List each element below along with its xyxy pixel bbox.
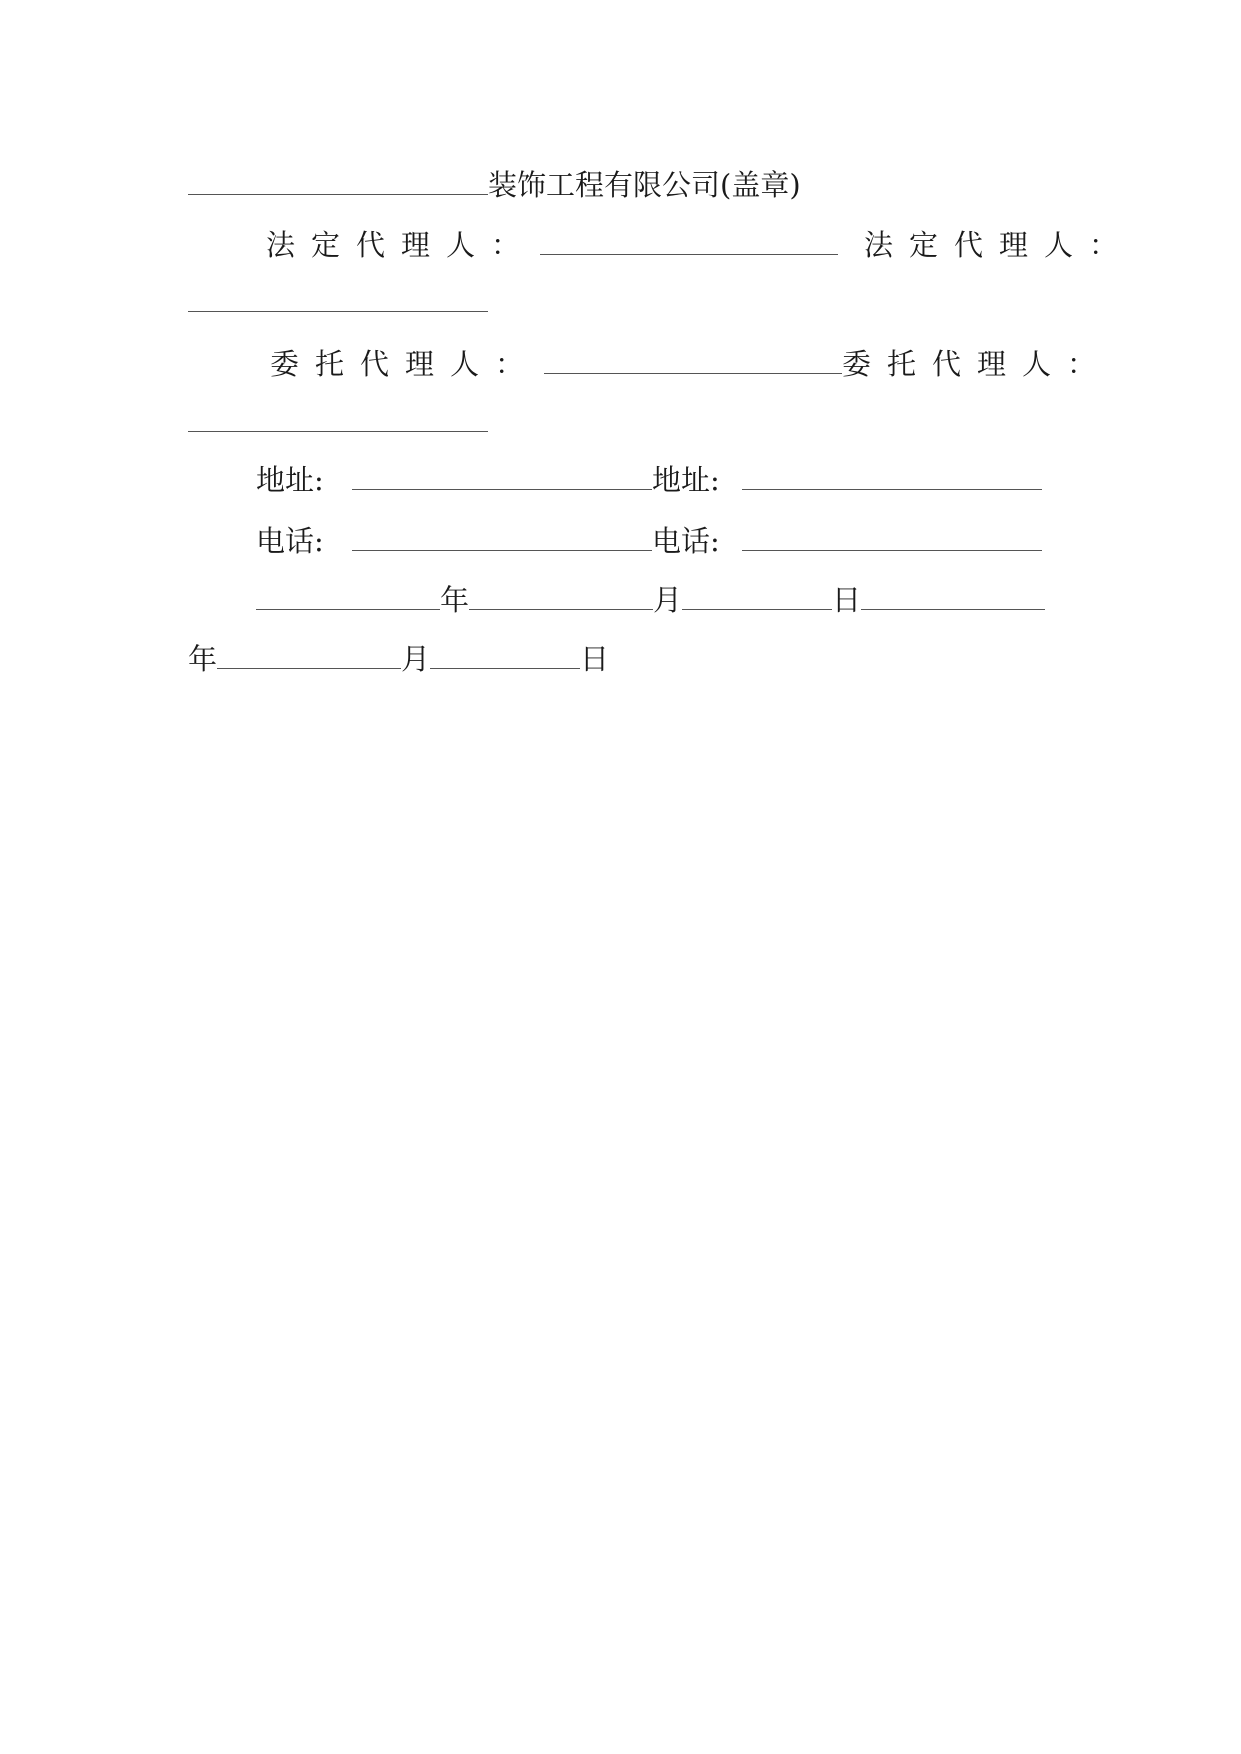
day-label: 日: [832, 583, 862, 617]
year-label: 年: [440, 583, 470, 617]
company-name-blank[interactable]: [188, 164, 488, 195]
legal-rep-continuation-line: [188, 280, 1058, 324]
address-right-blank[interactable]: [742, 459, 1042, 490]
legal-rep-blank[interactable]: [540, 224, 838, 255]
agent-line: [188, 342, 1113, 386]
month-label-right: 月: [401, 642, 431, 676]
date-line: [188, 578, 1058, 622]
address-label: 地址:: [256, 463, 324, 497]
legal-rep-line: [188, 223, 1135, 267]
legal-rep-label-right: 法定代理人：: [864, 228, 1135, 262]
year-label-right: 年: [188, 642, 218, 676]
agent-right-blank[interactable]: [188, 401, 488, 432]
agent-label-right: 委托代理人：: [842, 347, 1113, 381]
agent-label: 委托代理人：: [270, 347, 541, 381]
agent-continuation-line: [188, 400, 1058, 444]
phone-line: [188, 519, 1058, 563]
day-label-right: 日: [580, 642, 610, 676]
month-right-blank[interactable]: [217, 638, 401, 669]
month-label: 月: [653, 583, 683, 617]
month-blank[interactable]: [469, 579, 653, 610]
legal-rep-right-blank[interactable]: [188, 281, 488, 312]
phone-right-blank[interactable]: [742, 520, 1042, 551]
year-right-blank[interactable]: [861, 579, 1045, 610]
company-suffix: 装饰工程有限公司(盖章): [488, 168, 801, 202]
day-blank[interactable]: [682, 579, 832, 610]
legal-rep-label: 法定代理人：: [266, 228, 537, 262]
year-blank[interactable]: [256, 579, 440, 610]
address-blank[interactable]: [352, 459, 652, 490]
day-right-blank[interactable]: [430, 638, 580, 669]
phone-blank[interactable]: [352, 520, 652, 551]
phone-label-right: 电话:: [652, 524, 720, 558]
phone-label: 电话:: [256, 524, 324, 558]
address-line: [188, 458, 1058, 502]
address-label-right: 地址:: [652, 463, 720, 497]
agent-blank[interactable]: [544, 343, 842, 374]
company-line: [188, 163, 1058, 207]
date-continuation-line: [188, 637, 1058, 681]
